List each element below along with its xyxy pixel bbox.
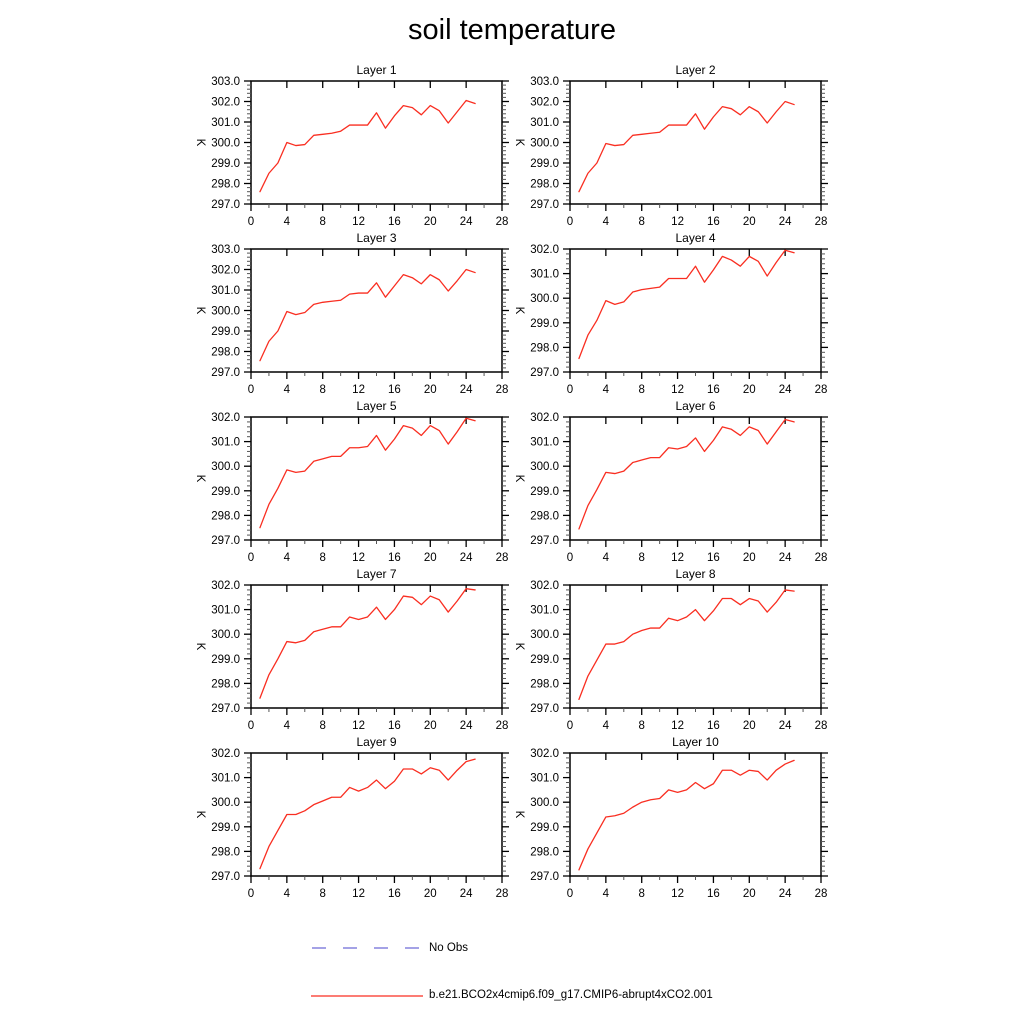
x-tick-label: 20 bbox=[423, 720, 437, 732]
y-tick-label: 297.0 bbox=[211, 199, 240, 211]
subplot-layer-9 bbox=[189, 733, 519, 901]
x-tick-label: 0 bbox=[566, 552, 574, 564]
x-tick-label: 16 bbox=[707, 384, 720, 396]
subplot-title: Layer 10 bbox=[672, 735, 719, 749]
x-tick-label: 24 bbox=[459, 720, 473, 732]
subplot-title: Layer 1 bbox=[356, 63, 397, 77]
x-tick-label: 28 bbox=[495, 384, 509, 396]
x-tick-label: 12 bbox=[671, 720, 684, 732]
series-label: b.e21.BCO2x4cmip6.f09_g17.CMIP6-abrupt4xCO2.001 bbox=[429, 989, 713, 1001]
x-tick-label: 12 bbox=[352, 552, 365, 564]
x-tick-label: 20 bbox=[742, 720, 756, 732]
no-obs-label: No Obs bbox=[429, 942, 468, 954]
x-tick-label: 12 bbox=[671, 552, 684, 564]
y-tick-label: 300.0 bbox=[211, 461, 240, 474]
x-tick-label: 16 bbox=[388, 384, 401, 396]
x-tick-label: 0 bbox=[566, 888, 574, 900]
y-tick-label: 297.0 bbox=[211, 535, 240, 547]
y-tick-label: 301.0 bbox=[530, 604, 559, 617]
y-tick-label: 300.0 bbox=[211, 305, 240, 318]
y-axis-label: K bbox=[513, 474, 525, 483]
y-tick-label: 302.0 bbox=[530, 412, 559, 424]
y-tick-label: 302.0 bbox=[530, 748, 559, 760]
x-tick-label: 16 bbox=[388, 888, 401, 900]
y-tick-label: 302.0 bbox=[211, 264, 240, 277]
x-tick-label: 28 bbox=[495, 888, 509, 900]
y-tick-label: 301.0 bbox=[211, 285, 240, 297]
y-tick-label: 297.0 bbox=[211, 871, 240, 883]
y-tick-label: 301.0 bbox=[530, 436, 559, 449]
subplot-title: Layer 4 bbox=[675, 231, 716, 245]
x-tick-label: 4 bbox=[602, 552, 610, 564]
y-axis-label: K bbox=[513, 810, 525, 819]
x-tick-label: 12 bbox=[352, 720, 365, 732]
series-line-sample bbox=[298, 988, 432, 1004]
x-tick-label: 8 bbox=[638, 720, 645, 732]
x-tick-label: 20 bbox=[742, 384, 756, 396]
x-tick-label: 12 bbox=[671, 888, 684, 900]
x-tick-label: 8 bbox=[638, 216, 645, 228]
x-tick-label: 20 bbox=[423, 384, 437, 396]
y-tick-label: 302.0 bbox=[211, 748, 240, 760]
x-tick-label: 0 bbox=[247, 216, 255, 228]
y-tick-label: 299.0 bbox=[530, 821, 559, 834]
no-obs-line-sample bbox=[298, 940, 432, 956]
y-tick-label: 299.0 bbox=[211, 821, 240, 834]
x-tick-label: 12 bbox=[671, 216, 684, 228]
y-tick-label: 302.0 bbox=[211, 96, 240, 109]
x-tick-label: 8 bbox=[638, 552, 645, 564]
y-tick-label: 298.0 bbox=[211, 510, 240, 523]
temperature-series-line bbox=[260, 100, 475, 191]
subplot-layer-5 bbox=[189, 397, 519, 565]
x-tick-label: 28 bbox=[814, 216, 828, 228]
y-tick-label: 298.0 bbox=[211, 178, 240, 191]
x-tick-label: 8 bbox=[319, 888, 326, 900]
x-tick-label: 24 bbox=[459, 216, 473, 228]
subplot-title: Layer 9 bbox=[356, 735, 397, 749]
y-tick-label: 300.0 bbox=[530, 137, 559, 150]
y-tick-label: 301.0 bbox=[211, 117, 240, 129]
y-axis-label: K bbox=[194, 306, 206, 315]
y-tick-label: 298.0 bbox=[530, 342, 559, 355]
x-tick-label: 8 bbox=[638, 888, 645, 900]
x-tick-label: 4 bbox=[283, 552, 291, 564]
y-tick-label: 300.0 bbox=[211, 137, 240, 150]
subplot-title: Layer 8 bbox=[675, 567, 716, 581]
x-tick-label: 28 bbox=[814, 552, 828, 564]
y-tick-label: 302.0 bbox=[211, 412, 240, 424]
x-tick-label: 20 bbox=[423, 888, 437, 900]
y-tick-label: 299.0 bbox=[211, 485, 240, 498]
x-tick-label: 24 bbox=[778, 720, 792, 732]
temperature-series-line bbox=[260, 270, 475, 361]
y-tick-label: 300.0 bbox=[530, 629, 559, 642]
temperature-series-line bbox=[579, 590, 794, 699]
x-tick-label: 0 bbox=[247, 888, 255, 900]
x-tick-label: 12 bbox=[671, 384, 684, 396]
y-tick-label: 298.0 bbox=[530, 510, 559, 523]
x-tick-label: 16 bbox=[388, 720, 401, 732]
x-tick-label: 24 bbox=[459, 552, 473, 564]
y-tick-label: 301.0 bbox=[530, 117, 559, 129]
subplot-title: Layer 3 bbox=[356, 231, 397, 245]
x-tick-label: 28 bbox=[495, 552, 509, 564]
x-tick-label: 28 bbox=[814, 888, 828, 900]
y-tick-label: 301.0 bbox=[211, 772, 240, 785]
x-tick-label: 28 bbox=[814, 720, 828, 732]
x-tick-label: 24 bbox=[778, 384, 792, 396]
x-tick-label: 20 bbox=[742, 888, 756, 900]
y-tick-label: 301.0 bbox=[211, 604, 240, 617]
y-tick-label: 298.0 bbox=[211, 846, 240, 859]
subplot-layer-10 bbox=[508, 733, 838, 901]
x-tick-label: 16 bbox=[707, 720, 720, 732]
y-tick-label: 301.0 bbox=[530, 268, 559, 281]
subplot-layer-2 bbox=[508, 61, 838, 229]
x-tick-label: 4 bbox=[283, 888, 291, 900]
y-tick-label: 298.0 bbox=[530, 678, 559, 691]
y-axis-label: K bbox=[194, 138, 206, 147]
x-tick-label: 16 bbox=[707, 552, 720, 564]
x-tick-label: 0 bbox=[247, 384, 255, 396]
y-tick-label: 297.0 bbox=[530, 703, 559, 715]
x-tick-label: 4 bbox=[283, 216, 291, 228]
x-tick-label: 28 bbox=[814, 384, 828, 396]
subplot-layer-7 bbox=[189, 565, 519, 733]
y-tick-label: 302.0 bbox=[211, 580, 240, 592]
x-tick-label: 28 bbox=[495, 720, 509, 732]
subplot-title: Layer 2 bbox=[675, 63, 716, 77]
y-tick-label: 297.0 bbox=[530, 535, 559, 547]
y-axis-label: K bbox=[194, 810, 206, 819]
y-tick-label: 301.0 bbox=[530, 772, 559, 785]
y-axis-label: K bbox=[194, 474, 206, 483]
x-tick-label: 8 bbox=[319, 552, 326, 564]
x-tick-label: 24 bbox=[778, 216, 792, 228]
y-tick-label: 299.0 bbox=[530, 317, 559, 330]
subplot-title: Layer 6 bbox=[675, 399, 716, 413]
x-tick-label: 16 bbox=[388, 552, 401, 564]
x-tick-label: 8 bbox=[319, 384, 326, 396]
y-tick-label: 299.0 bbox=[211, 653, 240, 666]
x-tick-label: 4 bbox=[283, 384, 291, 396]
x-tick-label: 20 bbox=[742, 552, 756, 564]
y-axis-label: K bbox=[194, 642, 206, 651]
x-tick-label: 16 bbox=[707, 216, 720, 228]
y-tick-label: 298.0 bbox=[530, 846, 559, 859]
subplot-layer-6 bbox=[508, 397, 838, 565]
subplot-layer-8 bbox=[508, 565, 838, 733]
y-tick-label: 303.0 bbox=[530, 76, 559, 88]
page-title: soil temperature bbox=[408, 14, 616, 46]
x-tick-label: 28 bbox=[495, 216, 509, 228]
temperature-series-line bbox=[260, 589, 475, 698]
x-tick-label: 4 bbox=[602, 720, 610, 732]
y-tick-label: 299.0 bbox=[211, 326, 240, 338]
y-tick-label: 300.0 bbox=[530, 797, 559, 810]
x-tick-label: 8 bbox=[319, 720, 326, 732]
x-tick-label: 20 bbox=[423, 216, 437, 228]
x-tick-label: 0 bbox=[566, 720, 574, 732]
y-tick-label: 302.0 bbox=[530, 580, 559, 592]
subplot-title: Layer 7 bbox=[356, 567, 397, 581]
x-tick-label: 24 bbox=[459, 384, 473, 396]
x-tick-label: 0 bbox=[566, 216, 574, 228]
x-tick-label: 24 bbox=[778, 552, 792, 564]
x-tick-label: 20 bbox=[423, 552, 437, 564]
x-tick-label: 4 bbox=[602, 216, 610, 228]
y-tick-label: 300.0 bbox=[530, 293, 559, 306]
y-tick-label: 297.0 bbox=[211, 703, 240, 715]
x-tick-label: 16 bbox=[388, 216, 401, 228]
x-tick-label: 8 bbox=[319, 216, 326, 228]
x-tick-label: 20 bbox=[742, 216, 756, 228]
temperature-series-line bbox=[579, 250, 794, 358]
x-tick-label: 12 bbox=[352, 216, 365, 228]
x-tick-label: 0 bbox=[247, 552, 255, 564]
subplot-title: Layer 5 bbox=[356, 399, 397, 413]
y-tick-label: 298.0 bbox=[211, 678, 240, 691]
temperature-series-line bbox=[260, 418, 475, 527]
y-axis-label: K bbox=[513, 138, 525, 147]
y-axis-label: K bbox=[513, 306, 525, 315]
temperature-series-line bbox=[579, 102, 794, 192]
y-tick-label: 302.0 bbox=[530, 244, 559, 256]
temperature-series-line bbox=[579, 760, 794, 869]
y-tick-label: 303.0 bbox=[211, 244, 240, 256]
y-tick-label: 299.0 bbox=[530, 158, 559, 170]
y-tick-label: 297.0 bbox=[530, 871, 559, 883]
y-tick-label: 297.0 bbox=[530, 199, 559, 211]
x-tick-label: 16 bbox=[707, 888, 720, 900]
x-tick-label: 24 bbox=[459, 888, 473, 900]
x-tick-label: 12 bbox=[352, 384, 365, 396]
temperature-series-line bbox=[260, 759, 475, 868]
y-tick-label: 298.0 bbox=[211, 346, 240, 359]
temperature-series-line bbox=[579, 419, 794, 528]
x-tick-label: 12 bbox=[352, 888, 365, 900]
y-tick-label: 299.0 bbox=[530, 653, 559, 666]
y-tick-label: 297.0 bbox=[211, 367, 240, 379]
x-tick-label: 0 bbox=[247, 720, 255, 732]
subplot-layer-1 bbox=[189, 61, 519, 229]
x-tick-label: 0 bbox=[566, 384, 574, 396]
y-tick-label: 299.0 bbox=[211, 158, 240, 170]
y-tick-label: 300.0 bbox=[211, 629, 240, 642]
y-tick-label: 298.0 bbox=[530, 178, 559, 191]
y-tick-label: 303.0 bbox=[211, 76, 240, 88]
y-tick-label: 300.0 bbox=[530, 461, 559, 474]
y-tick-label: 302.0 bbox=[530, 96, 559, 109]
subplot-layer-4 bbox=[508, 229, 838, 397]
y-tick-label: 301.0 bbox=[211, 436, 240, 449]
x-tick-label: 4 bbox=[283, 720, 291, 732]
x-tick-label: 8 bbox=[638, 384, 645, 396]
subplot-layer-3 bbox=[189, 229, 519, 397]
y-tick-label: 300.0 bbox=[211, 797, 240, 810]
x-tick-label: 24 bbox=[778, 888, 792, 900]
x-tick-label: 4 bbox=[602, 888, 610, 900]
y-tick-label: 297.0 bbox=[530, 367, 559, 379]
y-axis-label: K bbox=[513, 642, 525, 651]
y-tick-label: 299.0 bbox=[530, 485, 559, 498]
x-tick-label: 4 bbox=[602, 384, 610, 396]
